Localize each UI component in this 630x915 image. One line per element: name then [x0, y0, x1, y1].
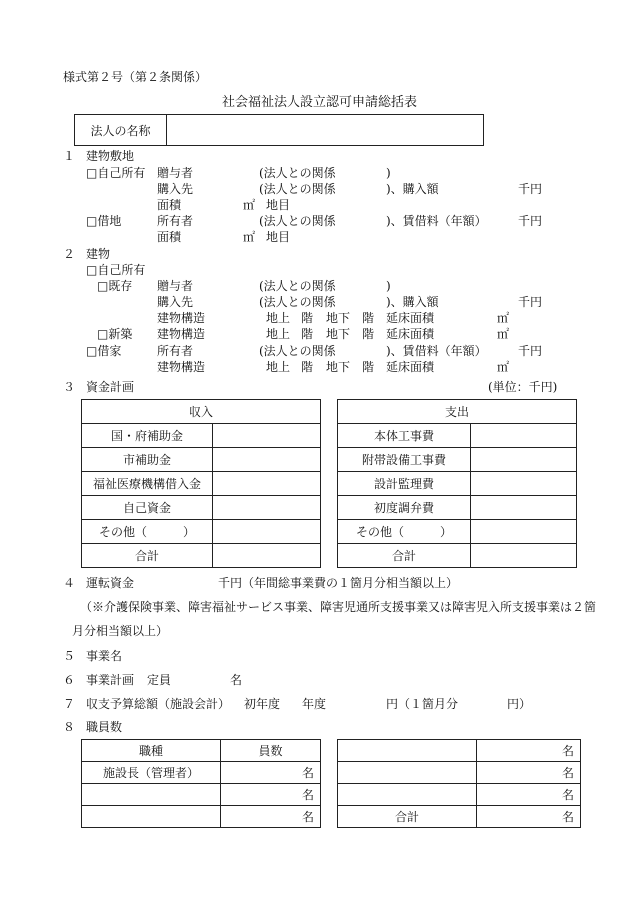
site-own-checkbox[interactable]: □自己所有 [86, 166, 146, 180]
expense-table [337, 399, 577, 568]
sec1-heading: 建物敷地 [86, 149, 135, 163]
building-floor-area2-label: 延床面積 [386, 327, 435, 341]
building-floor-area2-unit: ㎡ [497, 327, 510, 341]
staff-total-label: 合計 [338, 806, 477, 828]
site-owner-label: 所有者 [157, 214, 194, 228]
sec5-heading: 事業名 [86, 649, 123, 663]
sec7-year: 年度 [302, 697, 327, 711]
building-floor3-label: 階 [301, 327, 314, 341]
sec4-note-line1: （※介護保険事業、障害福祉サービス事業、障害児通所支援事業又は障害児入所支援事業は２箇 [80, 600, 597, 614]
staff-table-left [81, 739, 321, 828]
expense-row-label: 附帯設備工事費 [338, 448, 471, 472]
income-total-label: 合計 [82, 544, 213, 568]
building-floor-area3-unit: ㎡ [497, 360, 510, 374]
income-total-value[interactable] [213, 544, 321, 568]
site-area2-unit: ㎡ [243, 230, 256, 244]
form-number: 様式第２号（第２条関係） [63, 70, 208, 84]
building-purchase-unit: 千円 [518, 295, 543, 309]
site-lease-checkbox[interactable]: □借地 [86, 214, 122, 228]
building-owner-relation: (法人との関係 [259, 344, 336, 358]
building-floor4-label: 階 [362, 327, 375, 341]
building-structure3-label: 建物構造 [157, 360, 206, 374]
building-above3-label: 地上 [266, 360, 291, 374]
sec3-num: ３ [63, 380, 76, 394]
staff-header-type: 職種 [82, 740, 221, 762]
sec7-heading: 収支予算総額（施設会計） [86, 697, 231, 711]
expense-row-value[interactable] [471, 472, 577, 496]
expense-row-label: 初度調弁費 [338, 496, 471, 520]
building-floor-label: 階 [301, 311, 314, 325]
staff-type-cell[interactable] [338, 784, 477, 806]
expense-total-value[interactable] [471, 544, 577, 568]
sec8-heading: 職員数 [86, 720, 123, 734]
site-rent-unit: 千円 [518, 214, 543, 228]
building-donor-close: ) [386, 279, 391, 293]
expense-total-label: 合計 [338, 544, 471, 568]
building-new-checkbox[interactable]: □新築 [97, 327, 133, 341]
sec7-num: ７ [63, 697, 76, 711]
building-floor2-label: 階 [362, 311, 375, 325]
building-floor6-label: 階 [362, 360, 375, 374]
staff-header-count: 員数 [221, 740, 321, 762]
building-own-checkbox[interactable]: □自己所有 [86, 263, 146, 277]
site-purchase-relation: (法人との関係 [259, 182, 336, 196]
building-purchase-amount: )、購入額 [386, 295, 439, 309]
sec7-yen-close: 円） [507, 697, 532, 711]
building-floor5-label: 階 [301, 360, 314, 374]
sec7-yen: 円（１箇月分 [386, 697, 459, 711]
building-donor-label: 贈与者 [157, 279, 194, 293]
site-owner-relation: (法人との関係 [259, 214, 336, 228]
staff-count-cell[interactable]: 名 [221, 784, 321, 806]
corp-name-table [74, 114, 484, 146]
income-row-label: 福祉医療機構借入金 [82, 472, 213, 496]
sec2-num: ２ [63, 247, 76, 261]
income-row-value[interactable] [213, 520, 321, 544]
income-row-label: 国・府補助金 [82, 424, 213, 448]
sec7-first-year: 初年度 [244, 697, 281, 711]
expense-row-value[interactable] [471, 520, 577, 544]
corp-name-field[interactable] [167, 115, 484, 146]
sec6-heading: 事業計画 [86, 673, 135, 687]
income-row-value[interactable] [213, 496, 321, 520]
staff-type-cell[interactable] [338, 762, 477, 784]
building-purchase-relation: (法人との関係 [259, 295, 336, 309]
building-floor-area3-label: 延床面積 [386, 360, 435, 374]
building-floor-area-label: 延床面積 [386, 311, 435, 325]
staff-type-cell[interactable] [82, 806, 221, 828]
site-area-label: 面積 [157, 198, 182, 212]
building-above-label: 地上 [266, 311, 291, 325]
site-donor-label: 贈与者 [157, 166, 194, 180]
income-row-label: 自己資金 [82, 496, 213, 520]
expense-row-value[interactable] [471, 496, 577, 520]
building-rent-checkbox[interactable]: □借家 [86, 344, 122, 358]
staff-count-cell[interactable]: 名 [221, 762, 321, 784]
staff-count-cell[interactable]: 名 [477, 740, 581, 762]
staff-count-cell[interactable]: 名 [477, 762, 581, 784]
income-row-value[interactable] [213, 424, 321, 448]
sec6-capacity: 定員 [147, 673, 172, 687]
building-rent-unit: 千円 [518, 344, 543, 358]
building-below2-label: 地下 [326, 327, 351, 341]
building-owner-label: 所有者 [157, 344, 194, 358]
sec4-note-line2: 月分相当額以上） [72, 624, 169, 638]
income-row-label: 市補助金 [82, 448, 213, 472]
corp-name-label: 法人の名称 [75, 115, 167, 146]
staff-total-count[interactable]: 名 [477, 806, 581, 828]
site-area-unit: ㎡ [243, 198, 256, 212]
site-chimoku-label: 地目 [266, 198, 291, 212]
building-purchase-label: 購入先 [157, 295, 194, 309]
site-purchase-amount: )、購入額 [386, 182, 439, 196]
expense-row-label: その他（ ） [338, 520, 471, 544]
sec4-heading: 運転資金 [86, 576, 135, 590]
site-chimoku2-label: 地目 [266, 230, 291, 244]
expense-row-value[interactable] [471, 424, 577, 448]
building-below3-label: 地下 [326, 360, 351, 374]
sec3-heading: 資金計画 [86, 380, 135, 394]
site-donor-relation: (法人との関係 [259, 166, 336, 180]
expense-row-label: 設計監理費 [338, 472, 471, 496]
building-structure-label: 建物構造 [157, 311, 206, 325]
expense-row-label: 本体工事費 [338, 424, 471, 448]
sec4-text: 千円（年間総事業費の１箇月分相当額以上） [218, 576, 459, 590]
staff-type-cell[interactable] [82, 784, 221, 806]
staff-type-cell[interactable]: 施設長（管理者） [82, 762, 221, 784]
site-rent-label: )、賃借料（年額） [386, 214, 487, 228]
sec6-unit: 名 [230, 673, 243, 687]
sec8-num: ８ [63, 720, 76, 734]
building-existing-checkbox[interactable]: □既存 [97, 279, 133, 293]
income-row-label: その他（ ） [82, 520, 213, 544]
staff-table-right [337, 739, 581, 828]
income-row-value[interactable] [213, 448, 321, 472]
site-area2-label: 面積 [157, 230, 182, 244]
building-donor-relation: (法人との関係 [259, 279, 336, 293]
sec4-num: ４ [63, 576, 76, 590]
staff-count-cell[interactable]: 名 [221, 806, 321, 828]
income-row-value[interactable] [213, 472, 321, 496]
building-below-label: 地下 [326, 311, 351, 325]
sec5-num: ５ [63, 649, 76, 663]
staff-count-cell[interactable]: 名 [477, 784, 581, 806]
sec3-unit: (単位：千円) [488, 380, 558, 394]
building-structure2-label: 建物構造 [157, 327, 206, 341]
expense-row-value[interactable] [471, 448, 577, 472]
staff-type-cell[interactable] [338, 740, 477, 762]
site-purchase-label: 購入先 [157, 182, 194, 196]
expense-header: 支出 [338, 400, 577, 424]
income-table [81, 399, 321, 568]
site-purchase-unit: 千円 [518, 182, 543, 196]
building-floor-area-unit: ㎡ [497, 311, 510, 325]
document-title: 社会福祉法人設立認可申請総括表 [222, 95, 418, 110]
income-header: 収入 [82, 400, 321, 424]
building-rent-label: )、賃借料（年額） [386, 344, 487, 358]
sec1-num: １ [63, 149, 76, 163]
sec2-heading: 建物 [86, 247, 111, 261]
building-above2-label: 地上 [266, 327, 291, 341]
site-donor-close: ) [386, 166, 391, 180]
sec6-num: ６ [63, 673, 76, 687]
